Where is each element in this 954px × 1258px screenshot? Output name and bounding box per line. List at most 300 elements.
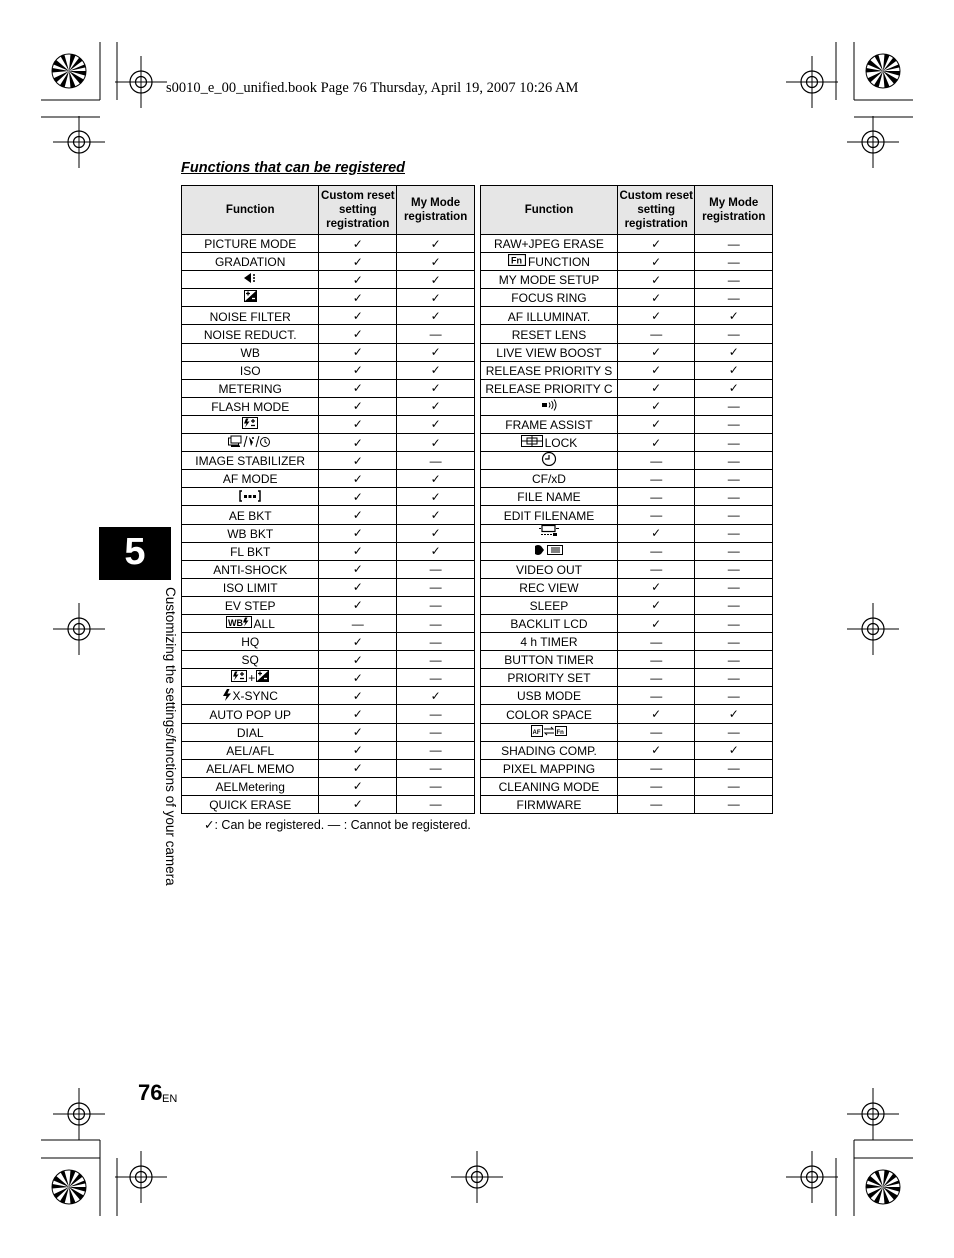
column-header-my-mode: My Mode registration (695, 186, 773, 235)
function-name: X-SYNC (232, 689, 278, 704)
my-mode-mark: ✓ (397, 434, 475, 452)
svg-text:Fn: Fn (556, 729, 564, 736)
my-mode-mark: ✓ (397, 470, 475, 488)
function-name-cell (182, 343, 319, 361)
function-name: BACKLIT LCD (510, 616, 588, 631)
function-name-cell (481, 271, 618, 289)
my-mode-mark: — (695, 506, 773, 524)
chapter-title: Customizing the settings/functions of your camera (163, 587, 178, 886)
table-row (481, 235, 773, 253)
function-name-cell (481, 289, 618, 307)
my-mode-mark: — (695, 415, 773, 433)
flash-bolt-icon (223, 689, 231, 704)
table-row (182, 542, 475, 560)
custom-reset-mark: ✓ (319, 415, 397, 433)
my-mode-mark: — (695, 795, 773, 813)
table-row (481, 307, 773, 325)
my-mode-mark: — (695, 578, 773, 596)
custom-reset-mark: — (617, 795, 695, 813)
function-name: FL BKT (230, 544, 271, 559)
my-mode-mark: — (397, 633, 475, 651)
my-mode-mark: ✓ (397, 524, 475, 542)
table-row (182, 741, 475, 759)
table-row (481, 506, 773, 524)
my-mode-mark: ✓ (695, 741, 773, 759)
my-mode-mark: — (695, 669, 773, 687)
custom-reset-mark: ✓ (319, 434, 397, 452)
function-name-cell (182, 253, 319, 271)
custom-reset-mark: ✓ (319, 795, 397, 813)
function-name-cell (182, 614, 319, 632)
my-mode-mark: ✓ (695, 705, 773, 723)
function-name: COLOR SPACE (506, 707, 592, 722)
column-header-function: Function (182, 186, 319, 235)
table-row (182, 343, 475, 361)
function-name: NOISE FILTER (209, 309, 291, 324)
custom-reset-mark: — (319, 614, 397, 632)
table-row (481, 759, 773, 777)
function-name: AEL/AFL (226, 743, 275, 758)
function-name: WB BKT (227, 526, 274, 541)
table-row (182, 434, 475, 452)
function-name-cell (182, 397, 319, 415)
beep-icon (541, 399, 557, 414)
function-name: SHADING COMP. (501, 743, 597, 758)
function-name: EDIT FILENAME (503, 508, 595, 523)
my-mode-mark: — (397, 452, 475, 470)
my-mode-mark: — (695, 271, 773, 289)
drive-mode-icon (228, 435, 272, 451)
chapter-tab (99, 527, 171, 580)
clock-icon (540, 452, 558, 469)
function-name-cell (182, 235, 319, 253)
custom-reset-mark: ✓ (617, 235, 695, 253)
function-name: CF/xD (531, 472, 566, 487)
my-mode-mark: — (695, 614, 773, 632)
my-mode-mark: ✓ (397, 506, 475, 524)
function-name: ISO (239, 363, 261, 378)
table-row (481, 488, 773, 506)
function-name-cell (182, 452, 319, 470)
function-name: FLASH MODE (211, 399, 290, 414)
my-mode-mark: ✓ (397, 379, 475, 397)
table-row (182, 325, 475, 343)
table-row (481, 434, 773, 452)
function-name-cell (481, 633, 618, 651)
function-name-cell (481, 687, 618, 705)
function-name: SQ (241, 653, 259, 668)
my-mode-mark: — (695, 542, 773, 560)
function-name: ISO LIMIT (222, 580, 278, 595)
function-name-cell (182, 777, 319, 795)
my-mode-mark: ✓ (397, 397, 475, 415)
table-row (182, 289, 475, 307)
table-row (182, 723, 475, 741)
function-name-cell (481, 307, 618, 325)
saturation-icon (243, 272, 257, 287)
table-row (481, 415, 773, 433)
function-name-cell (481, 470, 618, 488)
function-name-cell (182, 470, 319, 488)
function-name: LIVE VIEW BOOST (496, 345, 602, 360)
section-title: Functions that can be registered (181, 160, 405, 176)
my-mode-mark: ✓ (695, 343, 773, 361)
custom-reset-mark: ✓ (617, 397, 695, 415)
table-row (481, 596, 773, 614)
table-row (182, 777, 475, 795)
function-name: FILE NAME (517, 490, 581, 505)
table-row (481, 361, 773, 379)
table-row (481, 470, 773, 488)
table-legend: ✓: Can be registered. — : Cannot be registered. (204, 818, 471, 832)
custom-reset-mark: — (617, 452, 695, 470)
my-mode-mark: — (695, 325, 773, 343)
my-mode-mark: — (397, 651, 475, 669)
function-name: WB (240, 345, 260, 360)
custom-reset-mark: — (617, 723, 695, 741)
table-row (481, 578, 773, 596)
custom-reset-mark: ✓ (319, 723, 397, 741)
custom-reset-mark: ✓ (319, 777, 397, 795)
functions-table-right (480, 185, 773, 814)
function-name-cell (481, 325, 618, 343)
function-name-cell (481, 651, 618, 669)
table-row (481, 325, 773, 343)
my-mode-mark: ✓ (695, 361, 773, 379)
page-number: 76 (138, 1080, 163, 1105)
custom-reset-mark: ✓ (617, 253, 695, 271)
custom-reset-mark: ✓ (319, 235, 397, 253)
function-name: ALL (253, 616, 275, 631)
custom-reset-mark: ✓ (617, 578, 695, 596)
my-mode-mark: — (695, 777, 773, 795)
my-mode-mark: — (695, 560, 773, 578)
function-name: + (248, 670, 256, 685)
function-name-cell (481, 723, 618, 741)
function-name-cell (481, 578, 618, 596)
my-mode-mark: — (397, 705, 475, 723)
custom-reset-mark: — (617, 542, 695, 560)
custom-reset-mark: ✓ (319, 669, 397, 687)
custom-reset-mark: ✓ (319, 488, 397, 506)
function-name: 4 h TIMER (520, 635, 578, 650)
table-row (481, 705, 773, 723)
function-name-cell (481, 777, 618, 795)
function-name: AE BKT (228, 508, 272, 523)
function-name-cell (481, 542, 618, 560)
function-name-cell (481, 614, 618, 632)
function-name-cell (481, 524, 618, 542)
table-row (481, 614, 773, 632)
function-name-cell (481, 795, 618, 813)
my-mode-mark: ✓ (397, 488, 475, 506)
function-name: FUNCTION (527, 254, 590, 269)
table-row (481, 633, 773, 651)
custom-reset-mark: ✓ (319, 560, 397, 578)
my-mode-mark: — (695, 289, 773, 307)
table-row (182, 452, 475, 470)
function-name: AUTO POP UP (209, 707, 291, 722)
table-row (182, 614, 475, 632)
function-name: METERING (218, 381, 282, 396)
table-row (182, 524, 475, 542)
custom-reset-mark: — (617, 759, 695, 777)
custom-reset-mark: ✓ (319, 343, 397, 361)
my-mode-mark: — (695, 524, 773, 542)
function-name: RELEASE PRIORITY S (485, 363, 613, 378)
function-name-cell (481, 452, 618, 470)
function-name-cell (182, 415, 319, 433)
function-name: RAW+JPEG ERASE (494, 236, 604, 251)
wb-flash-icon (226, 616, 252, 631)
my-mode-mark: ✓ (695, 307, 773, 325)
custom-reset-mark: — (617, 651, 695, 669)
function-name-cell (481, 379, 618, 397)
function-name: MY MODE SETUP (498, 273, 600, 288)
function-name: PRIORITY SET (507, 671, 591, 686)
function-name-cell (182, 705, 319, 723)
custom-reset-mark: ✓ (617, 434, 695, 452)
function-name-cell (481, 488, 618, 506)
custom-reset-mark: — (617, 633, 695, 651)
my-mode-mark: — (397, 759, 475, 777)
custom-reset-mark: ✓ (319, 307, 397, 325)
my-mode-mark: — (397, 578, 475, 596)
function-name-cell (182, 379, 319, 397)
column-header-custom-reset: Custom reset setting registration (319, 186, 397, 235)
custom-reset-mark: ✓ (319, 253, 397, 271)
table-row (481, 542, 773, 560)
my-mode-mark: ✓ (397, 361, 475, 379)
my-mode-mark: — (695, 397, 773, 415)
custom-reset-mark: — (617, 669, 695, 687)
function-name-cell (182, 633, 319, 651)
custom-reset-mark: — (617, 325, 695, 343)
column-header-my-mode: My Mode registration (397, 186, 475, 235)
function-name-cell (481, 361, 618, 379)
my-mode-mark: — (397, 669, 475, 687)
function-name: PICTURE MODE (204, 236, 297, 251)
custom-reset-mark: ✓ (319, 325, 397, 343)
function-name-cell (481, 397, 618, 415)
function-name: AEL/AFL MEMO (206, 761, 295, 776)
custom-reset-mark: ✓ (319, 687, 397, 705)
custom-reset-mark: ✓ (617, 289, 695, 307)
custom-reset-mark: — (617, 488, 695, 506)
my-mode-mark: — (695, 470, 773, 488)
function-name-cell (182, 596, 319, 614)
table-row (182, 253, 475, 271)
custom-reset-mark: ✓ (319, 651, 397, 669)
my-mode-mark: ✓ (397, 542, 475, 560)
custom-reset-mark: ✓ (617, 524, 695, 542)
custom-reset-mark: ✓ (617, 741, 695, 759)
lcd-display-icon (539, 525, 559, 541)
table-row (481, 397, 773, 415)
exposure-comp-icon (244, 290, 257, 305)
function-name: ANTI-SHOCK (213, 562, 288, 577)
my-mode-mark: ✓ (397, 235, 475, 253)
function-name: AF ILLUMINAT. (507, 309, 591, 324)
table-row (182, 379, 475, 397)
my-mode-mark: ✓ (397, 343, 475, 361)
function-name-cell (182, 488, 319, 506)
menu-display-icon (534, 544, 564, 559)
function-name: RESET LENS (511, 327, 587, 342)
function-name: HQ (241, 635, 260, 650)
function-name: AELMetering (215, 779, 285, 794)
function-name-cell (481, 759, 618, 777)
function-name-cell (182, 795, 319, 813)
my-mode-mark: — (695, 651, 773, 669)
table-row (481, 669, 773, 687)
function-name-cell (182, 307, 319, 325)
function-name: PIXEL MAPPING (502, 761, 596, 776)
af-ae-lock-icon (521, 435, 543, 450)
custom-reset-mark: — (617, 777, 695, 795)
flash-comp-icon (242, 417, 258, 432)
custom-reset-mark: ✓ (319, 397, 397, 415)
function-name: FRAME ASSIST (505, 417, 593, 432)
my-mode-mark: ✓ (397, 289, 475, 307)
table-row (182, 633, 475, 651)
page-language: EN (162, 1093, 178, 1105)
book-header: s0010_e_00_unified.book Page 76 Thursday, April 19, 2007 10:26 AM (166, 80, 579, 96)
my-mode-mark: — (695, 759, 773, 777)
table-row (182, 759, 475, 777)
my-mode-mark: — (397, 560, 475, 578)
table-row (182, 361, 475, 379)
custom-reset-mark: ✓ (319, 705, 397, 723)
custom-reset-mark: ✓ (319, 361, 397, 379)
custom-reset-mark: ✓ (319, 542, 397, 560)
function-name-cell (182, 741, 319, 759)
table-row (481, 687, 773, 705)
table-row (481, 271, 773, 289)
my-mode-mark: — (397, 614, 475, 632)
table-row (182, 235, 475, 253)
function-name: NOISE REDUCT. (203, 327, 297, 342)
custom-reset-mark: — (617, 687, 695, 705)
my-mode-mark: — (695, 596, 773, 614)
custom-reset-mark: ✓ (319, 759, 397, 777)
svg-text:AF: AF (532, 729, 541, 736)
function-name-cell (182, 578, 319, 596)
custom-reset-mark: ✓ (319, 271, 397, 289)
table-row (481, 524, 773, 542)
function-name: USB MODE (516, 689, 581, 704)
table-row (182, 705, 475, 723)
custom-reset-mark: ✓ (319, 741, 397, 759)
function-name: REC VIEW (519, 580, 579, 595)
function-name: FIRMWARE (516, 797, 582, 812)
function-name-cell (481, 741, 618, 759)
function-name: SLEEP (529, 598, 569, 613)
table-row (182, 415, 475, 433)
table-row (481, 452, 773, 470)
my-mode-mark: ✓ (397, 307, 475, 325)
my-mode-mark: — (695, 488, 773, 506)
custom-reset-mark: ✓ (617, 415, 695, 433)
table-row (182, 307, 475, 325)
table-row (182, 578, 475, 596)
chapter-number: 5 (124, 531, 146, 573)
table-row (182, 795, 475, 813)
svg-text:WB: WB (227, 618, 243, 629)
table-row (481, 289, 773, 307)
custom-reset-mark: ✓ (319, 633, 397, 651)
my-mode-mark: — (695, 633, 773, 651)
table-row (182, 669, 475, 687)
function-name: GRADATION (214, 255, 286, 270)
function-name-cell (182, 325, 319, 343)
custom-reset-mark: ✓ (617, 596, 695, 614)
function-name: VIDEO OUT (515, 562, 582, 577)
my-mode-mark: — (695, 253, 773, 271)
function-name-cell (481, 253, 618, 271)
custom-reset-mark: ✓ (617, 379, 695, 397)
column-header-custom-reset: Custom reset setting registration (617, 186, 695, 235)
function-name: BUTTON TIMER (504, 653, 594, 668)
custom-reset-mark: ✓ (617, 343, 695, 361)
table-row (481, 741, 773, 759)
table-row (182, 271, 475, 289)
function-name: RELEASE PRIORITY C (485, 381, 613, 396)
function-name-cell (182, 560, 319, 578)
my-mode-mark: — (397, 741, 475, 759)
custom-reset-mark: ✓ (617, 614, 695, 632)
table-row (481, 343, 773, 361)
function-name-cell (481, 705, 618, 723)
function-name: IMAGE STABILIZER (195, 454, 306, 469)
my-mode-mark: — (695, 687, 773, 705)
function-name-cell (481, 434, 618, 452)
table-row (481, 795, 773, 813)
function-name-cell (182, 361, 319, 379)
function-name-cell (182, 506, 319, 524)
custom-reset-mark: — (617, 470, 695, 488)
table-row (182, 687, 475, 705)
my-mode-mark: — (397, 596, 475, 614)
my-mode-mark: ✓ (397, 415, 475, 433)
my-mode-mark: — (397, 325, 475, 343)
custom-reset-mark: ✓ (617, 307, 695, 325)
function-name: EV STEP (224, 598, 276, 613)
my-mode-mark: — (695, 235, 773, 253)
af-fn-swap-icon (531, 725, 567, 740)
custom-reset-mark: — (617, 506, 695, 524)
table-row (481, 560, 773, 578)
function-name-cell (182, 651, 319, 669)
fn-icon (508, 254, 526, 269)
function-name-cell (182, 759, 319, 777)
af-area-icon (239, 490, 261, 505)
custom-reset-mark: ✓ (319, 379, 397, 397)
table-row (182, 488, 475, 506)
custom-reset-mark: ✓ (319, 452, 397, 470)
my-mode-mark: ✓ (397, 687, 475, 705)
function-name-cell (481, 343, 618, 361)
table-row (481, 379, 773, 397)
custom-reset-mark: ✓ (319, 289, 397, 307)
custom-reset-mark: — (617, 560, 695, 578)
table-row (481, 777, 773, 795)
column-header-function: Function (481, 186, 618, 235)
function-name-cell (182, 723, 319, 741)
my-mode-mark: — (397, 795, 475, 813)
my-mode-mark: — (695, 434, 773, 452)
custom-reset-mark: ✓ (617, 361, 695, 379)
